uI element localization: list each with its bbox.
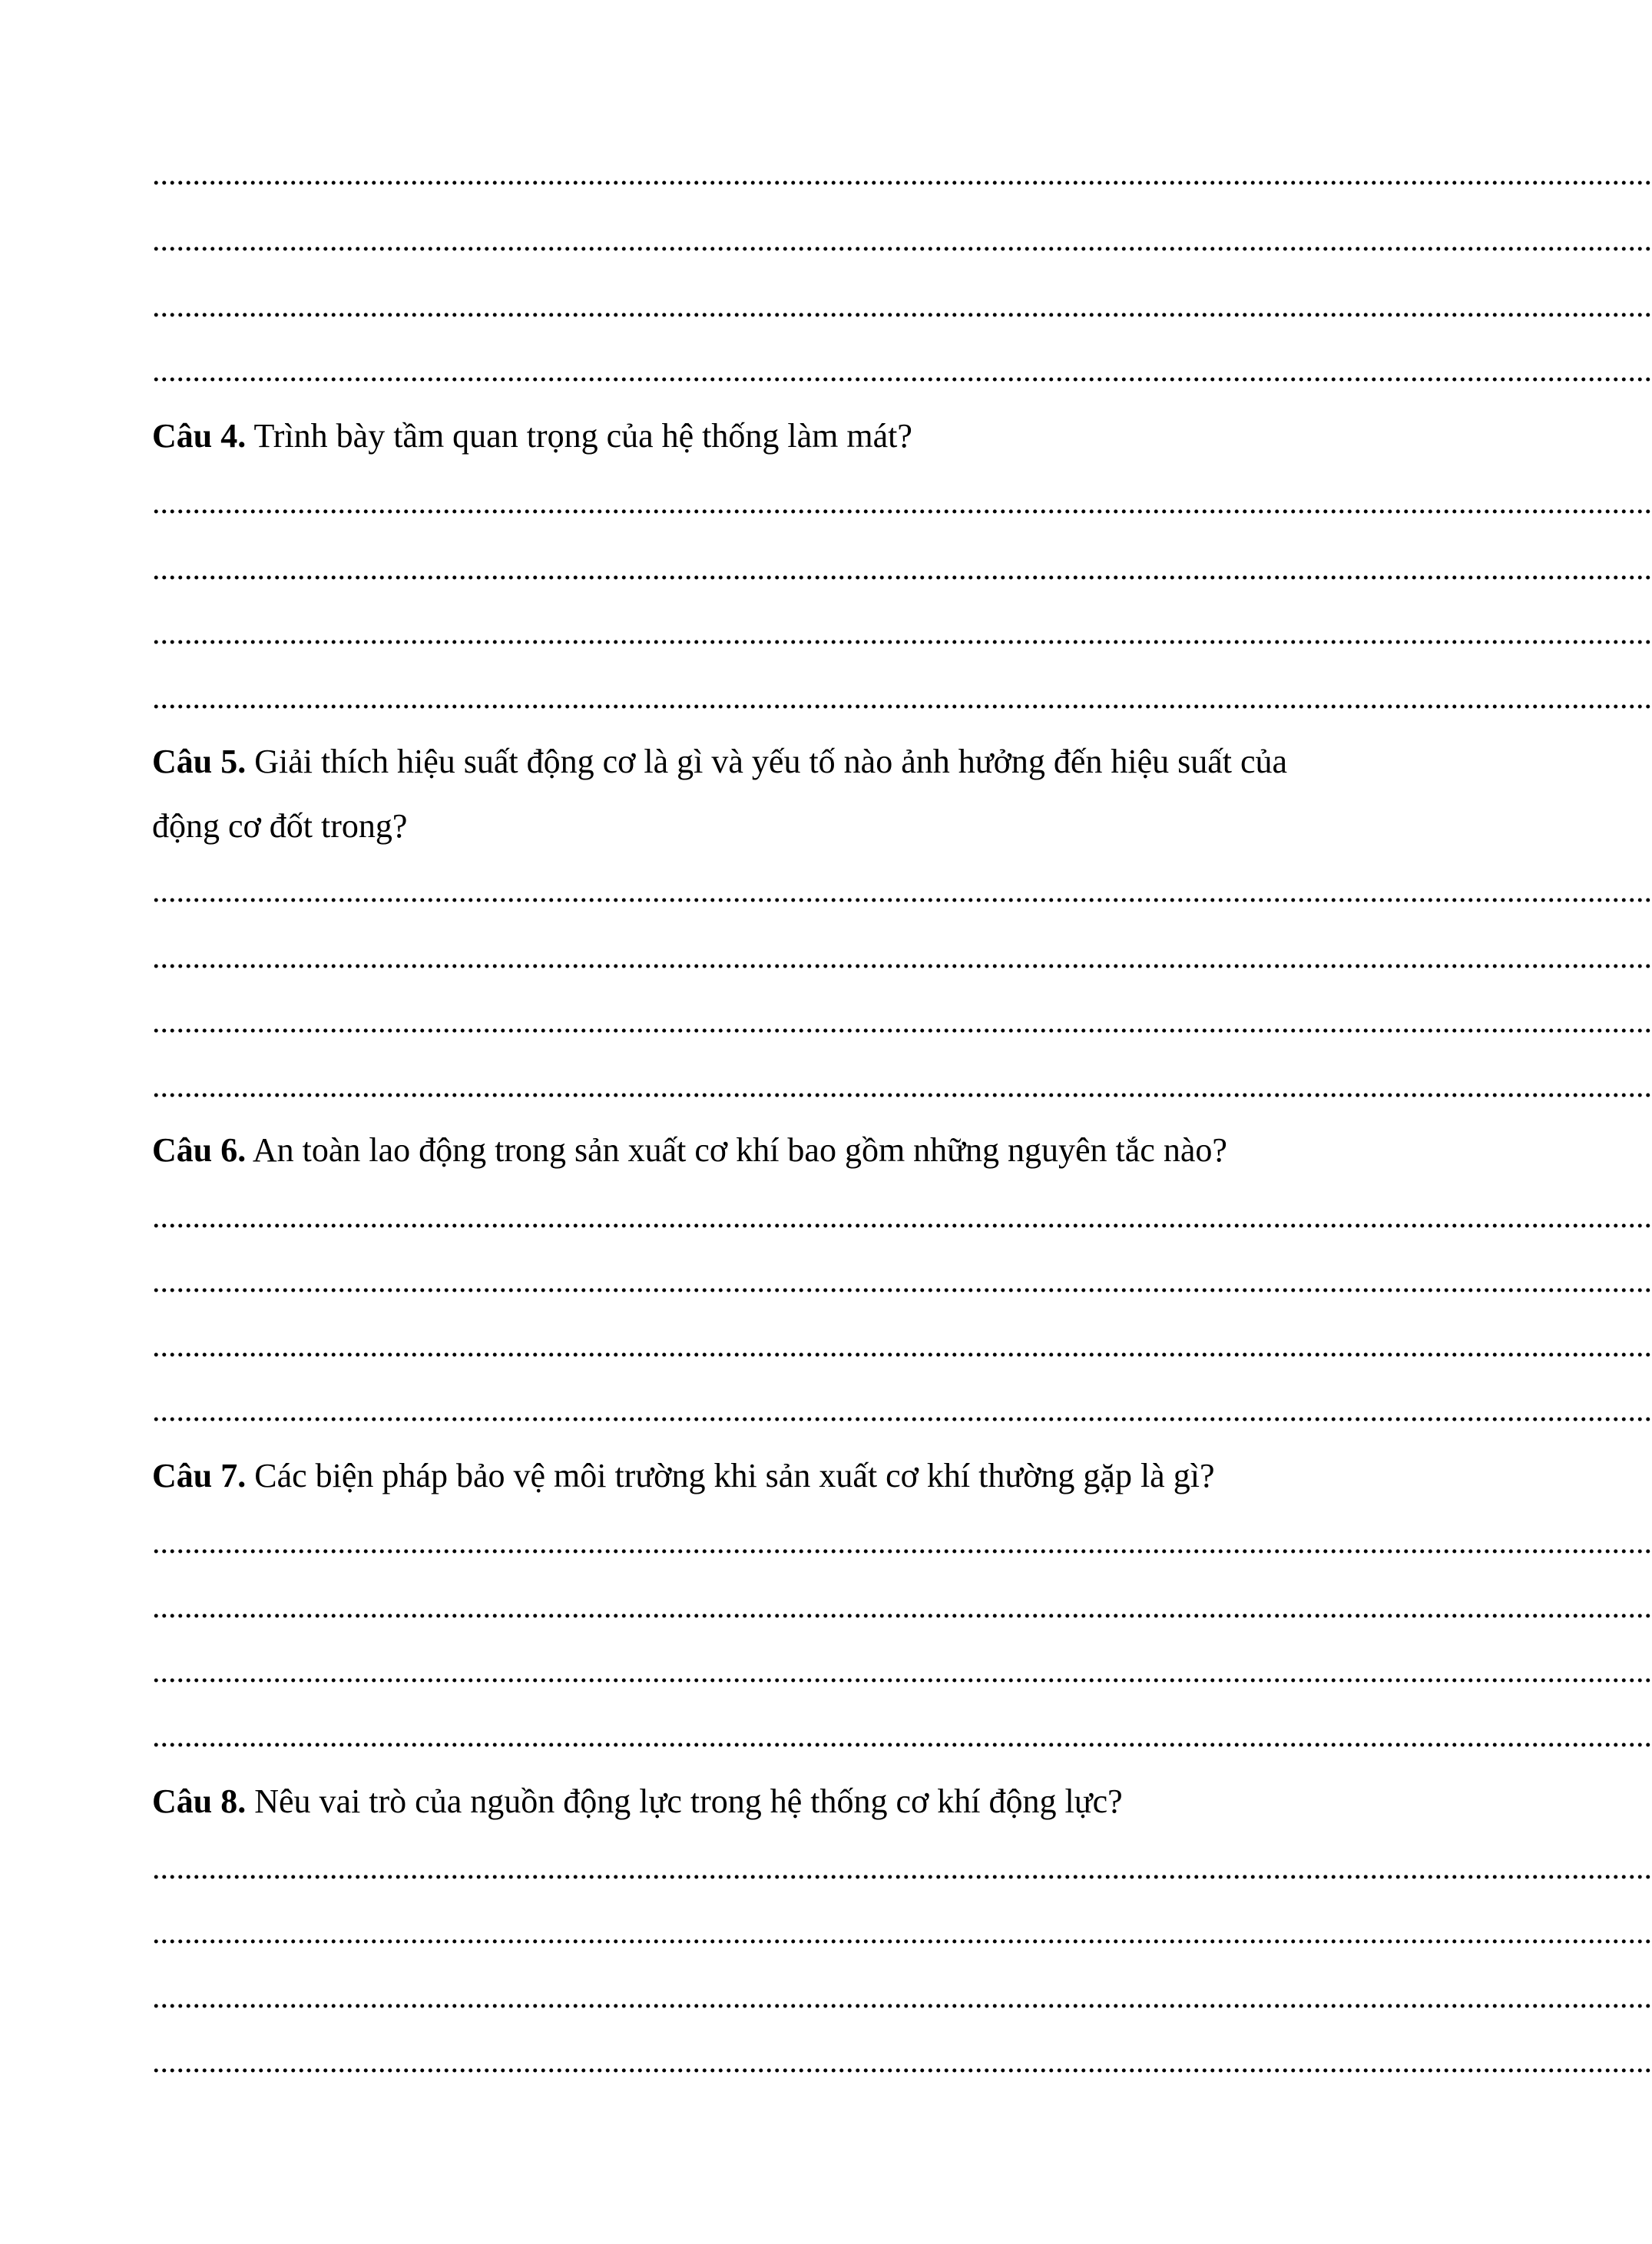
answer-line: .......................................................................................................................................................................................... (152, 1851, 1652, 1886)
answer-line: .......................................................................................................................................................................................... (152, 223, 1652, 258)
answer-line: .......................................................................................................................................................................................... (152, 1590, 1652, 1625)
answer-line: .......................................................................................................................................................................................... (152, 1980, 1652, 2015)
question-label: Câu 4. (152, 417, 247, 455)
answer-line: .......................................................................................................................................................................................... (152, 157, 1652, 192)
answer-line: .......................................................................................................................................................................................... (152, 1393, 1652, 1428)
question-text: Trình bày tầm quan trọng của hệ thống làm mát? (246, 417, 912, 455)
question-text: Giải thích hiệu suất động cơ là gì và yếu tố nào ảnh hưởng đến hiệu suất của (254, 743, 1288, 780)
answer-line: .......................................................................................................................................................................................... (152, 940, 1652, 975)
answer-line: .......................................................................................................................................................................................... (152, 1264, 1652, 1299)
answer-line: .......................................................................................................................................................................................... (152, 485, 1652, 521)
question-label: Câu 7. (152, 1457, 247, 1494)
question-7 (152, 1453, 1214, 1499)
question-label: Câu 5. (152, 743, 247, 780)
answer-line: .......................................................................................................................................................................................... (152, 289, 1652, 324)
answer-line: .......................................................................................................................................................................................... (152, 551, 1652, 587)
answer-line: .......................................................................................................................................................................................... (152, 1200, 1652, 1235)
question-6 (152, 1127, 1227, 1173)
question-5-line-1-text (152, 739, 1287, 785)
question-text: Nêu vai trò của nguồn động lực trong hệ thống cơ khí động lực? (254, 1782, 1123, 1820)
question-text: An toàn lao động trong sản xuất cơ khí bao gồm những nguyên tắc nào? (252, 1131, 1227, 1169)
question-text: động cơ đốt trong? (152, 807, 408, 845)
answer-line: .......................................................................................................................................................................................... (152, 353, 1652, 389)
answer-line: .......................................................................................................................................................................................... (152, 1719, 1652, 1754)
answer-line: .......................................................................................................................................................................................... (152, 1654, 1652, 1690)
answer-line: .......................................................................................................................................................................................... (152, 1915, 1652, 1951)
question-4 (152, 413, 912, 459)
answer-line: .......................................................................................................................................................................................... (152, 1329, 1652, 1364)
question-8 (152, 1779, 1123, 1825)
answer-line: .......................................................................................................................................................................................... (152, 2044, 1652, 2080)
answer-line: .......................................................................................................................................................................................... (152, 680, 1652, 716)
question-label: Câu 6. (152, 1131, 247, 1169)
answer-line: .......................................................................................................................................................................................... (152, 1525, 1652, 1561)
question-5-line-1 (152, 739, 1442, 785)
question-label: Câu 8. (152, 1782, 247, 1820)
question-text: Các biện pháp bảo vệ môi trường khi sản xuất cơ khí thường gặp là gì? (254, 1457, 1215, 1494)
question-5-continuation (152, 803, 407, 849)
answer-line: .......................................................................................................................................................................................... (152, 616, 1652, 651)
answer-line: .......................................................................................................................................................................................... (152, 1005, 1652, 1040)
answer-line: .......................................................................................................................................................................................... (152, 1069, 1652, 1104)
answer-line: .......................................................................................................................................................................................... (152, 874, 1652, 909)
question-5 (152, 739, 1442, 785)
